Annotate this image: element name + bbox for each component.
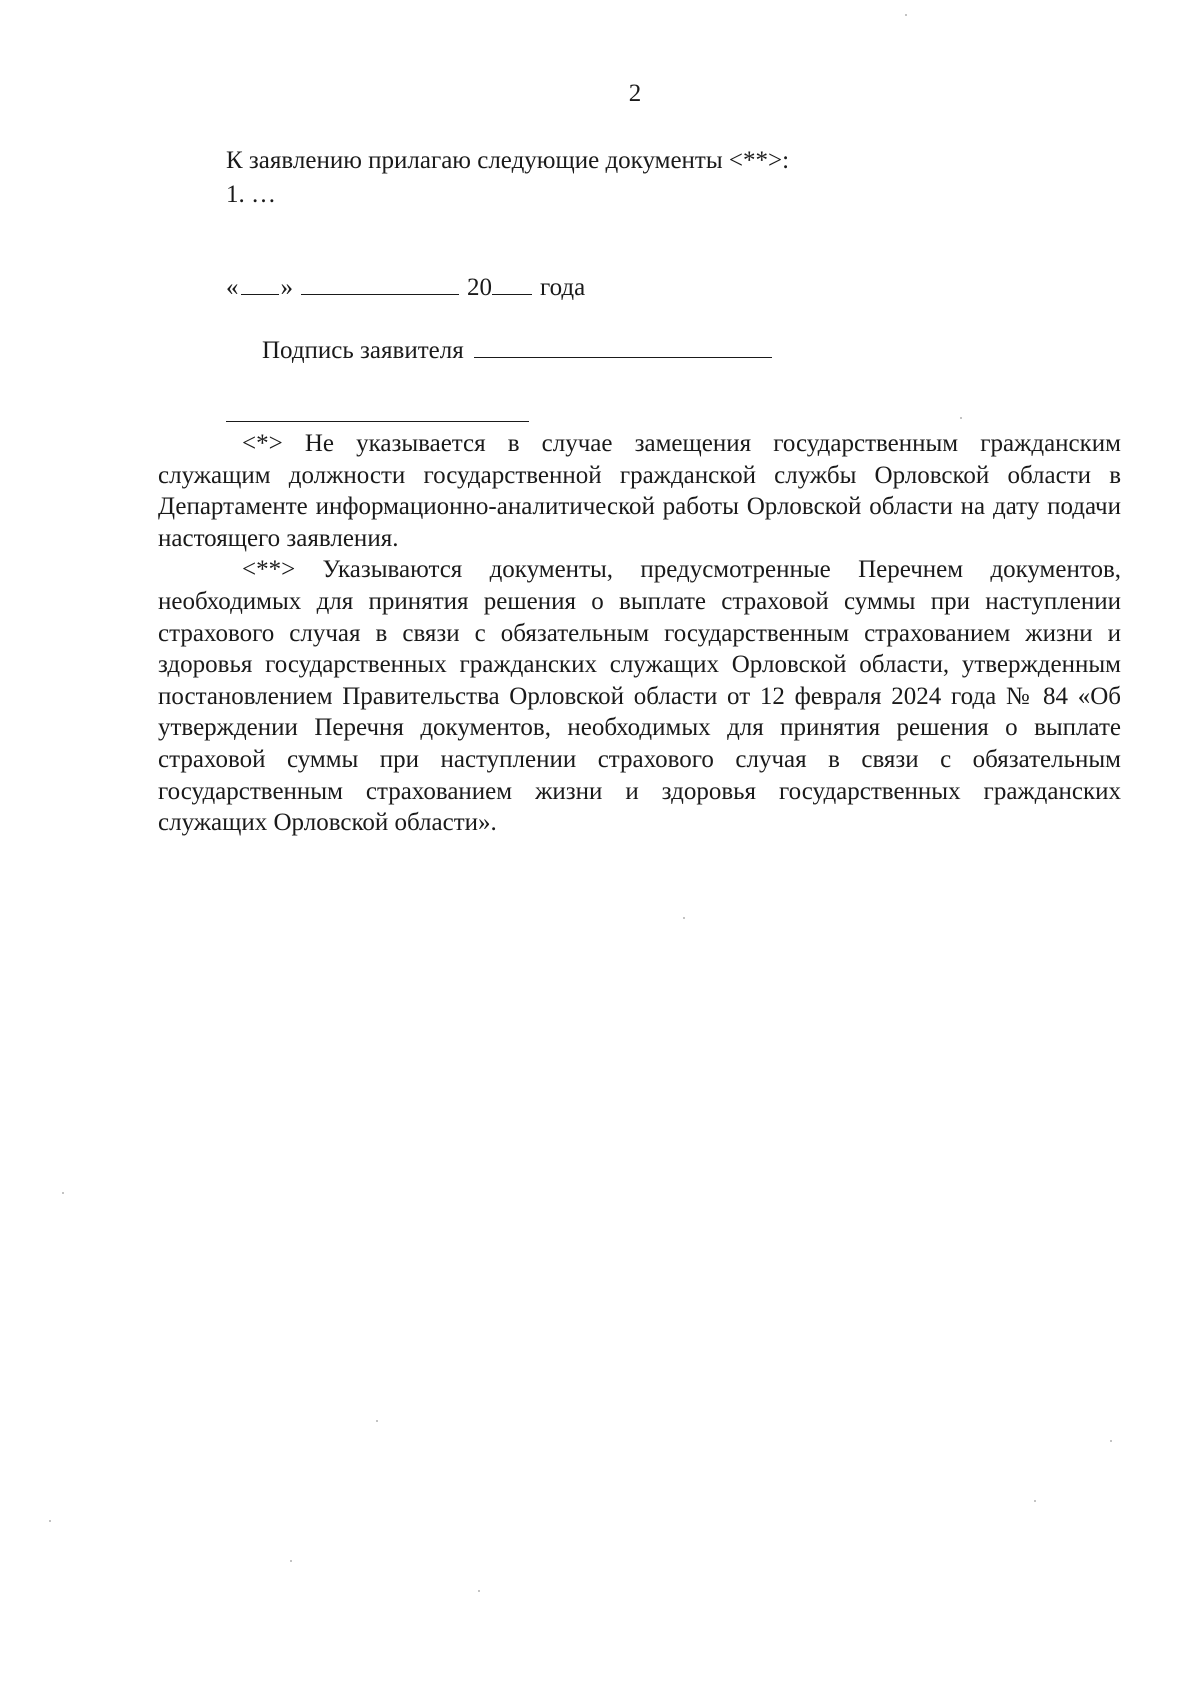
- date-suffix: года: [540, 274, 586, 301]
- signature-blank: [474, 335, 772, 358]
- footnotes: [158, 428, 1121, 839]
- date-close-quote: »: [280, 274, 293, 301]
- footnote-1: <*> Не указывается в случае замещения государственным гражданским служащим должности государственной гражданской службы Орловской области в Департаменте информационно-аналитической работы Орловской области на дату подачи настоящего заявления.: [158, 430, 1121, 552]
- scan-speck: [1110, 1440, 1112, 1442]
- signature-label: Подпись заявителя: [262, 337, 464, 364]
- scan-speck: [478, 1590, 480, 1592]
- page-number: 2: [628, 80, 642, 107]
- footnote-2: <**> Указываются документы, предусмотренные Перечнем документов, необходимых для принятия решения о выплате страховой суммы при наступлении страхового случая в связи с обязательным государственным страхованием жизни и здоровья государственных гражданских служащих Орловской области, утвержденным постановлением Правительства Орловской области от 12 февраля 2024 года № 84 «Об утверждении Перечня документов, необходимых для принятия решения о выплате страховой суммы при наступлении страхового случая в связи с обязательным государственным страхованием жизни и здоровья государственных гражданских служащих Орловской области».: [158, 556, 1121, 837]
- scan-speck: [62, 1192, 64, 1194]
- scan-speck: [1034, 1500, 1036, 1502]
- scan-speck: [290, 1560, 292, 1562]
- scan-speck: [376, 1420, 378, 1422]
- year-blank: [492, 272, 532, 295]
- scan-speck: [960, 417, 962, 419]
- attachments-intro: К заявлению прилагаю следующие документы <**>:: [226, 147, 790, 174]
- date-open-quote: «: [226, 274, 239, 301]
- year-prefix: 20: [467, 274, 492, 301]
- attachment-item: 1. …: [226, 181, 276, 208]
- footnote-separator: [226, 421, 529, 422]
- signature-line: [262, 335, 772, 366]
- scan-speck: [49, 1520, 51, 1522]
- day-blank: [241, 272, 279, 295]
- month-blank: [301, 272, 459, 295]
- scan-speck: [905, 14, 907, 16]
- date-line: [226, 272, 585, 303]
- scan-speck: [683, 917, 685, 919]
